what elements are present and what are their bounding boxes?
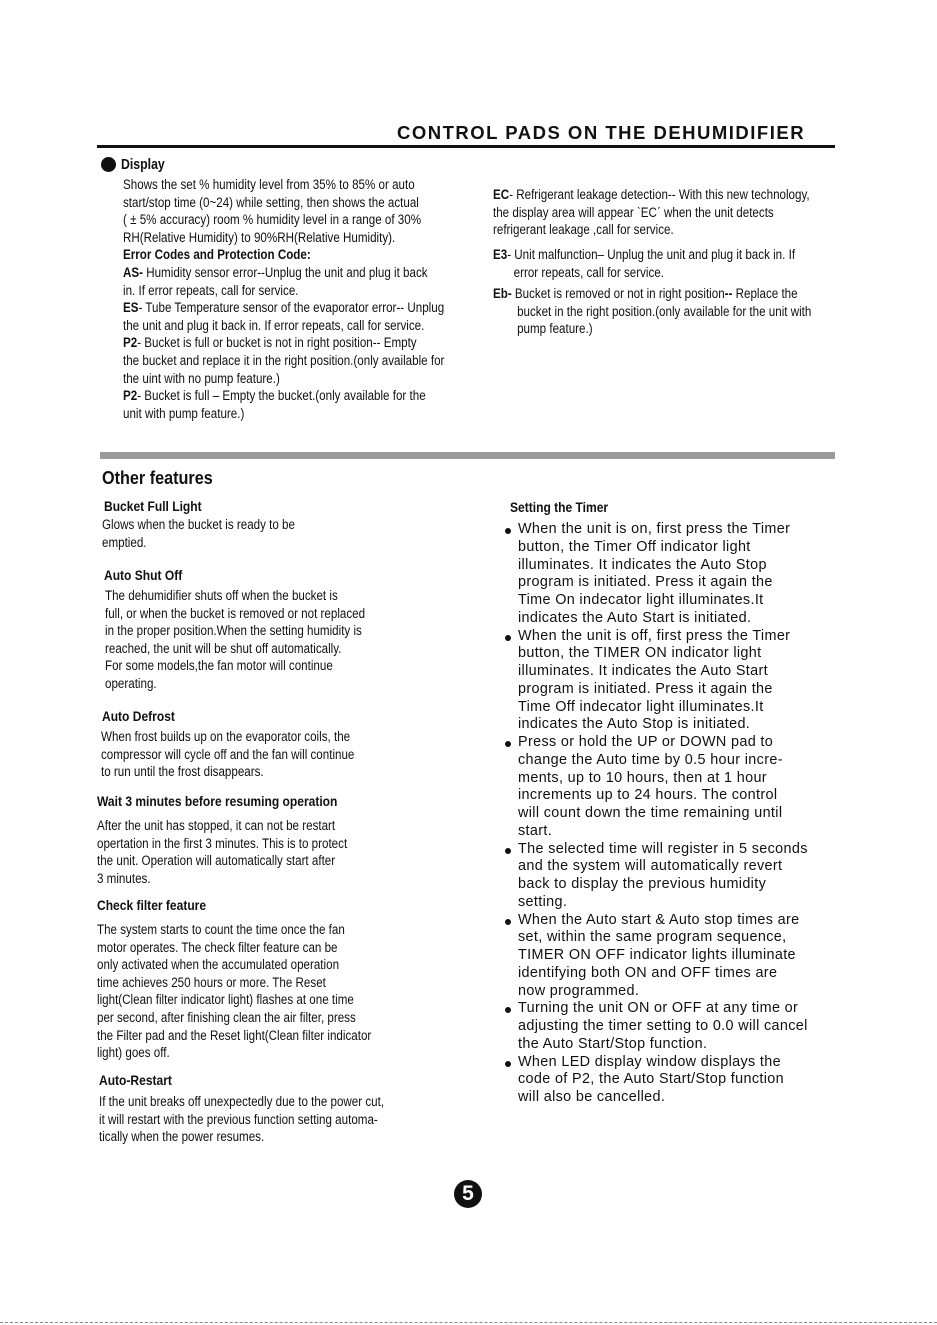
timer-instructions <box>505 521 845 1107</box>
text-line: If the unit breaks off unexpectedly due to the power cut, <box>99 1094 385 1109</box>
text-line: 3 minutes. <box>97 870 151 886</box>
bottom-dashed-line <box>0 1322 937 1323</box>
text-line: The dehumidifier shuts off when the bucket is <box>105 588 338 603</box>
check-filter-text <box>97 921 371 1062</box>
text-line: to run until the frost disappears. <box>101 764 264 780</box>
code-as-line-2: in. If error repeats, call for service. <box>123 282 299 298</box>
text-line: When frost builds up on the evaporator coils, the <box>101 729 351 744</box>
text-line: now programmed. <box>518 982 640 999</box>
text-line: indicates the Auto Start is initiated. <box>518 609 752 626</box>
check-filter-title: Check filter feature <box>97 897 207 913</box>
text-line: the unit. Operation will automatically start after <box>97 853 336 869</box>
code-ec-block <box>493 186 810 239</box>
error-codes-heading: Error Codes and Protection Code: <box>123 247 311 263</box>
wait-text <box>97 817 347 887</box>
text-line: button, the Timer Off indicator light <box>518 538 751 555</box>
text-line: indicates the Auto Stop is initiated. <box>518 716 751 733</box>
text-line: the Auto Start/Stop function. <box>518 1035 708 1052</box>
code-eb-line-2: bucket in the right position.(only available for the unit with <box>517 303 812 319</box>
code-eb-line-3: pump feature.) <box>517 321 593 337</box>
text-line: compressor will cycle off and the fan will continue <box>101 746 355 762</box>
other-features-heading: Other features <box>102 468 213 488</box>
text-line: time achieves 250 hours or more. The Reset <box>97 974 326 990</box>
text-line: it will restart with the previous function setting automa- <box>99 1111 378 1127</box>
bullet-dot-icon <box>101 157 116 172</box>
display-description <box>123 176 444 422</box>
text-line: light) goes off. <box>97 1045 170 1061</box>
text-line: setting. <box>518 893 568 910</box>
timer-item <box>505 734 845 841</box>
text-line: TIMER ON OFF indicator lights illuminate <box>518 947 796 963</box>
page-title: CONTROL PADS ON THE DEHUMIDIFIER <box>397 122 806 143</box>
code-eb-label: Eb- <box>493 286 512 301</box>
text-line: When LED display window displays the <box>518 1053 781 1070</box>
text-line: tically when the power resumes. <box>99 1129 265 1145</box>
text-line: reached, the unit will be shut off automatically. <box>105 640 342 656</box>
text-line: When the Auto start & Auto stop times are <box>518 911 800 928</box>
text-line: Time Off indecator light illuminates.It <box>518 698 764 715</box>
code-eb-text: Bucket is removed or not in right position <box>511 286 725 301</box>
text-line: will count down the time remaining until <box>518 805 783 821</box>
text-line: For some models,the fan motor will continue <box>105 658 333 674</box>
code-es-label: ES <box>123 300 139 316</box>
text-line: identifying both ON and OFF times are <box>518 964 778 981</box>
code-e3-block <box>493 246 795 281</box>
code-p2a-line-2: the bucket and replace it in the right position.(only available for <box>123 352 445 368</box>
code-as-line <box>123 264 444 282</box>
text-line: set, within the same program sequence, <box>518 929 787 946</box>
timer-item <box>505 1054 845 1107</box>
code-as-text: Humidity sensor error--Unplug the unit and plug it back <box>142 264 428 280</box>
timer-title: Setting the Timer <box>510 499 609 515</box>
text-line: The selected time will register in 5 seconds <box>518 840 808 857</box>
text-line: illuminates. It indicates the Auto Start <box>518 663 768 679</box>
timer-item <box>505 912 845 1001</box>
auto-shutoff-text <box>105 587 365 693</box>
code-ec-line-2: the display area will appear ˋECˊ when the unit detects <box>493 204 774 220</box>
text-line: Glows when the bucket is ready to be <box>102 517 295 532</box>
display-line: RH(Relative Humidity) to 90%RH(Relative Humidity). <box>123 229 396 245</box>
auto-restart-title: Auto-Restart <box>99 1072 172 1088</box>
section-separator <box>100 452 835 459</box>
code-ec-label: EC <box>493 187 510 202</box>
text-line: and the system will automatically revert <box>518 858 783 875</box>
text-line: program is initiated. Press it again the <box>518 574 773 591</box>
text-line: emptied. <box>102 534 147 550</box>
text-line: will also be cancelled. <box>518 1089 666 1105</box>
timer-item <box>505 1000 845 1053</box>
display-line: ( ± 5% accuracy) room % humidity level in a range of 30% <box>123 212 422 228</box>
code-p2a-line <box>123 334 444 352</box>
text-line: Turning the unit ON or OFF at any time or <box>518 1000 799 1017</box>
text-line: change the Auto time by 0.5 hour incre- <box>518 751 783 768</box>
code-eb-block <box>493 285 811 338</box>
text-line: When the unit is off, first press the Timer <box>518 627 791 644</box>
title-rule <box>97 145 835 148</box>
code-ec-line-3: refrigerant leakage ,call for service. <box>493 222 674 238</box>
auto-shutoff-title: Auto Shut Off <box>104 567 183 583</box>
text-line: Time On indecator light illuminates.It <box>518 592 764 608</box>
text-line: The system starts to count the time once the fan <box>97 922 345 937</box>
text-line: light(Clean filter indicator light) flashes at one time <box>97 992 354 1008</box>
code-p2b-label: P2 <box>123 388 138 404</box>
text-line: only activated when the accumulated operation <box>97 957 340 973</box>
code-eb-text-b: Replace the <box>732 286 798 301</box>
text-line: After the unit has stopped, it can not be restart <box>97 818 336 833</box>
code-p2a-label: P2 <box>123 335 138 351</box>
code-es-line-2: the unit and plug it back in. If error repeats, call for service. <box>123 317 425 333</box>
text-line: illuminates. It indicates the Auto Stop <box>518 556 767 573</box>
text-line: opertation in the first 3 minutes. This is to protect <box>97 835 348 851</box>
auto-defrost-title: Auto Defrost <box>102 708 175 724</box>
code-eb-dash: -- <box>724 286 733 301</box>
code-p2b-text: - Bucket is full – Empty the bucket.(only available for the <box>137 388 426 404</box>
text-line: back to display the previous humidity <box>518 876 767 892</box>
text-line: the Filter pad and the Reset light(Clean filter indicator <box>97 1027 372 1043</box>
bucket-full-text <box>102 516 295 551</box>
code-e3-text: - Unit malfunction– Unplug the unit and plug it back in. If <box>507 247 796 262</box>
text-line: program is initiated. Press it again the <box>518 680 773 697</box>
text-line: motor operates. The check filter feature can be <box>97 939 338 955</box>
display-heading: Display <box>121 156 165 173</box>
code-es-text: - Tube Temperature sensor of the evaporator error-- Unplug <box>138 300 445 316</box>
display-line: start/stop time (0~24) while setting, then shows the actual <box>123 194 419 210</box>
timer-item <box>505 521 845 628</box>
code-p2b-line <box>123 387 444 405</box>
text-line: start. <box>518 822 553 839</box>
text-line: ments, up to 10 hours, then at 1 hour <box>518 769 767 786</box>
code-p2a-text: - Bucket is full or bucket is not in right position-- Empty <box>137 335 417 351</box>
page-number: 5 <box>454 1180 482 1208</box>
code-e3-line-2: error repeats, call for service. <box>513 264 664 280</box>
text-line: Press or hold the UP or DOWN pad to <box>518 734 774 750</box>
code-e3-label: E3 <box>493 247 508 262</box>
code-p2a-line-3: the uint with no pump feature.) <box>123 370 280 386</box>
code-as-label: AS- <box>123 264 143 280</box>
bucket-full-title: Bucket Full Light <box>104 498 202 514</box>
auto-defrost-text <box>101 728 354 781</box>
text-line: adjusting the timer setting to 0.0 will cancel <box>518 1018 808 1034</box>
text-line: in the proper position.When the setting humidity is <box>105 623 362 639</box>
text-line: code of P2, the Auto Start/Stop function <box>518 1071 785 1088</box>
wait-title: Wait 3 minutes before resuming operation <box>97 793 338 809</box>
code-ec-text: - Refrigerant leakage detection-- With this new technology, <box>509 187 810 202</box>
auto-restart-text <box>99 1093 384 1146</box>
text-line: increments up to 24 hours. The control <box>518 787 778 804</box>
code-es-line <box>123 299 444 317</box>
text-line: button, the TIMER ON indicator light <box>518 645 762 662</box>
display-line: Shows the set % humidity level from 35% to 85% or auto <box>123 177 415 192</box>
text-line: per second, after finishing clean the air filter, press <box>97 1009 356 1025</box>
text-line: When the unit is on, first press the Timer <box>518 521 791 537</box>
code-p2b-line-2: unit with pump feature.) <box>123 405 245 421</box>
text-line: full, or when the bucket is removed or not replaced <box>105 605 366 621</box>
text-line: operating. <box>105 675 157 691</box>
timer-item <box>505 628 845 735</box>
timer-item <box>505 841 845 912</box>
